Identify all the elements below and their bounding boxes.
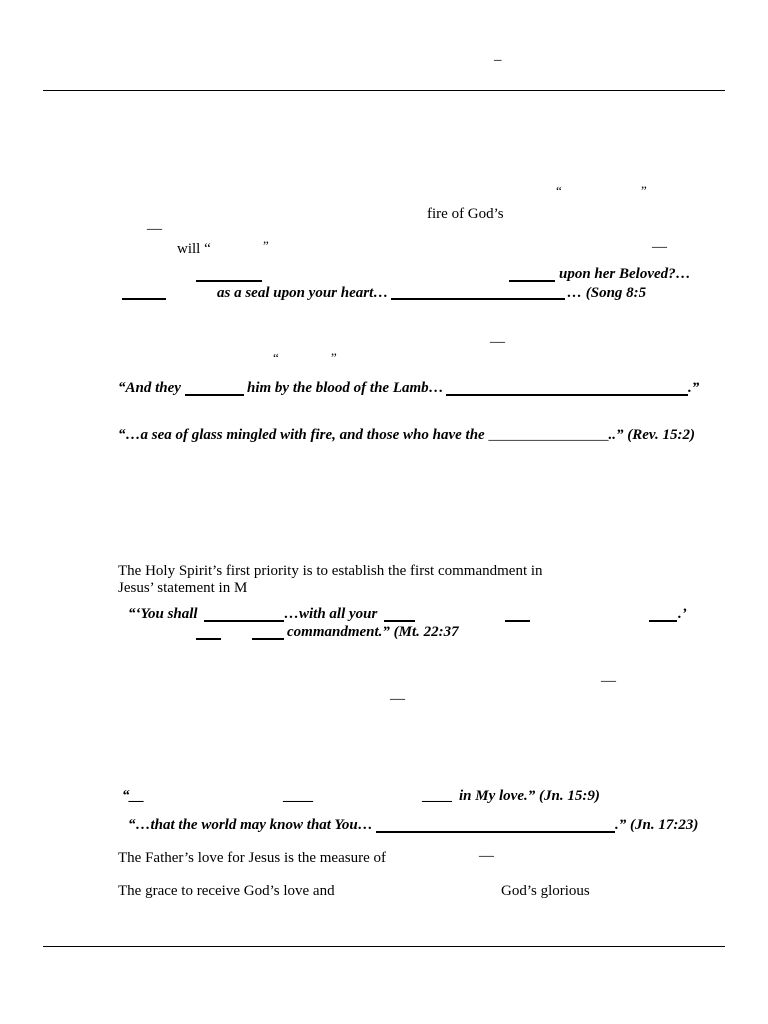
header-dash: – [494,52,502,68]
jn15-blank-mid: ____ [284,788,314,804]
rev12-blank-1 [185,394,244,396]
song-beloved-text: upon her Beloved?… [559,266,691,282]
mt22-end-quote: .’ [678,606,687,622]
mt22-blank-1 [204,620,284,622]
mt22-part2: …with all your [284,606,378,622]
mid-dash: — [490,334,505,350]
song-blank-4 [391,298,565,300]
mt22-blank-6 [252,638,284,640]
jn15-blank-end: ____ [423,788,453,804]
quote-close: ” [641,183,647,198]
quote-open: “ [556,183,562,198]
header-rule [43,90,725,91]
jn17-reference: .” (Jn. 17:23) [615,817,699,833]
mid-quote-close: ” [331,350,337,365]
jn15-open: “__ [122,788,145,804]
song-blank-1 [196,280,262,282]
holy-spirit-line-1: The Holy Spirit’s first priority is to establish the first commandment in [118,563,543,579]
rev15-end: ..” (Rev. 15:2) [608,427,695,443]
intro-dash-1: — [147,221,162,237]
dash-after-mt-2: — [390,691,405,707]
rev12-end: .” [688,380,700,396]
mt22-reference: commandment.” (Mt. 22:37 [287,624,459,640]
jn17-text: “…that the world may know that You… [128,817,373,833]
jn15-text: in My love.” (Jn. 15:9) [459,788,600,804]
intro-dash-2: — [652,239,667,255]
song-blank-2 [509,280,555,282]
mt22-blank-3 [505,620,530,622]
mid-quote-open: “ [273,350,279,365]
dash-after-mt-1: — [601,673,616,689]
mt22-blank-2 [384,620,415,622]
jn17-blank [376,831,615,833]
mt22-part1: “‘You shall [128,606,198,622]
father-love-text: The Father’s love for Jesus is the measure of [118,850,386,866]
song-blank-3 [122,298,166,300]
rev12-part2: him by the blood of the Lamb… [247,380,444,396]
rev12-part1: “And they [118,380,181,396]
rev15-text [118,427,695,443]
grace-end-text: God’s glorious [501,883,590,899]
rev15-blank: ________________ [488,427,609,443]
will-quote-close: ” [263,238,269,253]
fire-of-god-text: fire of God’s [427,206,504,222]
will-text: will “ [177,241,211,257]
rev12-blank-2 [446,394,688,396]
grace-text: The grace to receive God’s love and [118,883,335,899]
footer-rule [43,946,725,947]
rev15-main: “…a sea of glass mingled with fire, and those who have the [118,427,485,443]
mt22-blank-5 [196,638,221,640]
father-love-dash: — [479,848,494,864]
song-reference: … (Song 8:5 [567,285,647,301]
mt22-blank-4 [649,620,677,622]
song-seal-text: as a seal upon your heart… [217,285,389,301]
holy-spirit-line-2: Jesus’ statement in M [118,580,248,596]
